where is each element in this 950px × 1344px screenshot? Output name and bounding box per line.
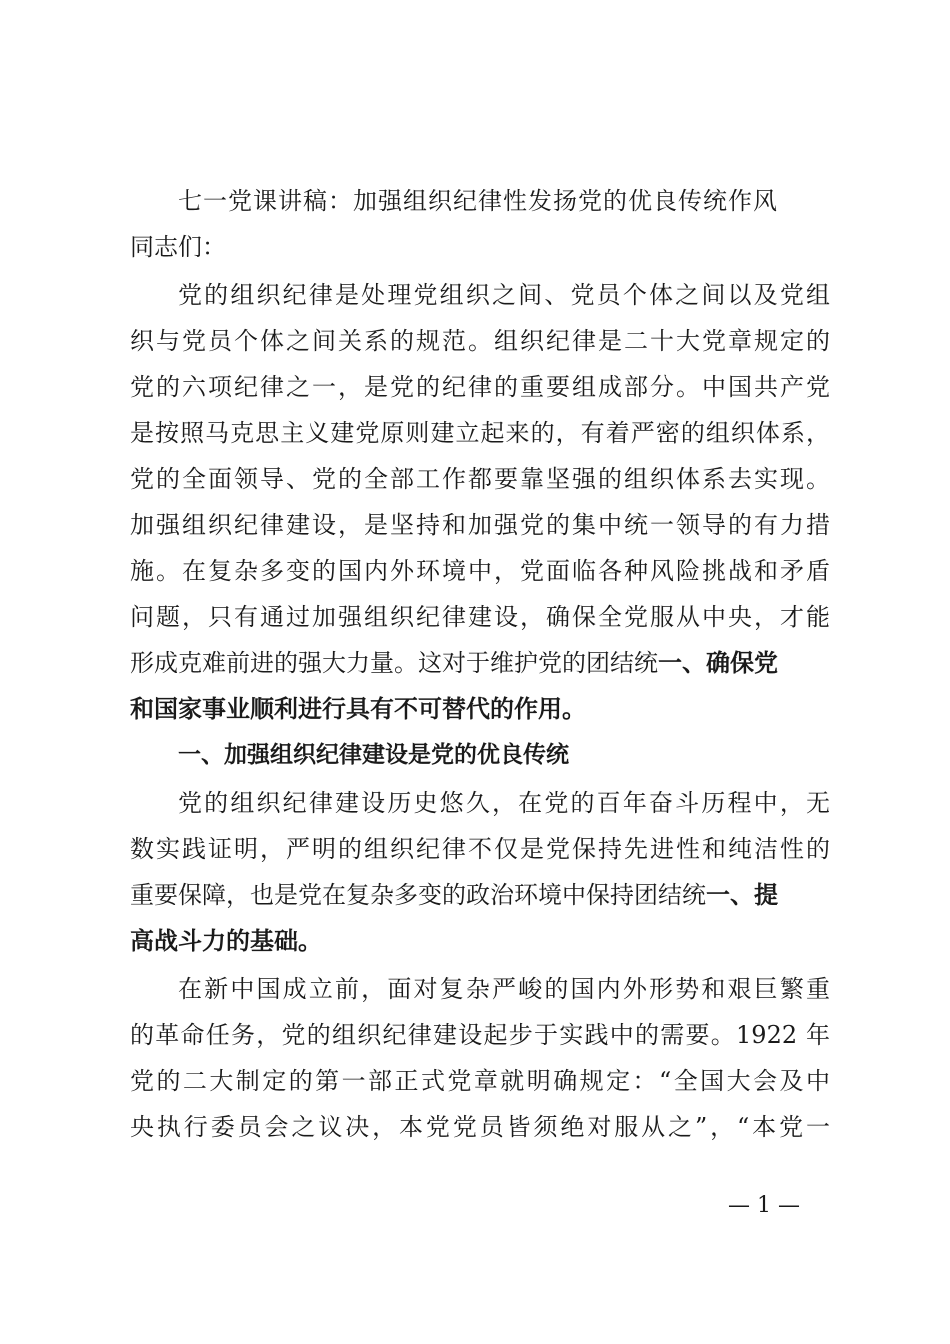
paragraph-line: 的革命任务，党的组织纪律建设起步于实践中的需要。1922 年 (130, 1021, 830, 1049)
paragraph-bold-text: 一、确保党 (658, 649, 778, 677)
paragraph-line: 是按照马克思主义建党原则建立起来的，有着严密的组织体系， (130, 419, 830, 447)
paragraph-text: 形成克难前进的强大力量。这对于维护党的团结统 (130, 649, 658, 677)
paragraph-line: 党的二大制定的第一部正式党章就明确规定：“全国大会及中 (130, 1067, 830, 1095)
salutation: 同志们： (130, 233, 226, 261)
paragraph-line: 党的组织纪律建设历史悠久，在党的百年奋斗历程中，无 (178, 789, 830, 817)
document-title: 七一党课讲稿：加强组织纪律性发扬党的优良传统作风 (178, 187, 778, 215)
paragraph-line: 数实践证明，严明的组织纪律不仅是党保持先进性和纯洁性的 (130, 835, 830, 863)
paragraph-bold-line: 高战斗力的基础。 (130, 927, 322, 955)
paragraph-text: 重要保障，也是党在复杂多变的政治环境中保持团结统 (130, 881, 706, 909)
paragraph-line: 加强组织纪律建设，是坚持和加强党的集中统一领导的有力措 (130, 511, 830, 539)
paragraph-line: 央执行委员会之议决，本党党员皆须绝对服从之”，“本党一 (130, 1113, 830, 1141)
paragraph-bold-line: 和国家事业顺利进行具有不可替代的作用。 (130, 695, 586, 723)
paragraph-line: 党的组织纪律是处理党组织之间、党员个体之间以及党组 (178, 281, 830, 309)
paragraph-line-mixed (130, 648, 830, 678)
paragraph-line-mixed (130, 880, 830, 910)
paragraph-line: 在新中国成立前，面对复杂严峻的国内外形势和艰巨繁重 (178, 975, 830, 1003)
paragraph-line: 施。在复杂多变的国内外环境中，党面临各种风险挑战和矛盾 (130, 557, 830, 585)
paragraph-bold-text: 一、提 (706, 881, 778, 909)
section-heading: 一、加强组织纪律建设是党的优良传统 (178, 742, 569, 768)
paragraph-line: 党的六项纪律之一，是党的纪律的重要组成部分。中国共产党 (130, 373, 830, 401)
paragraph-line: 问题，只有通过加强组织纪律建设，确保全党服从中央，才能 (130, 603, 830, 631)
paragraph-line: 织与党员个体之间关系的规范。组织纪律是二十大党章规定的 (130, 327, 830, 355)
paragraph-line: 党的全面领导、党的全部工作都要靠坚强的组织体系去实现。 (130, 465, 830, 493)
page-number: — 1 — (728, 1193, 800, 1218)
